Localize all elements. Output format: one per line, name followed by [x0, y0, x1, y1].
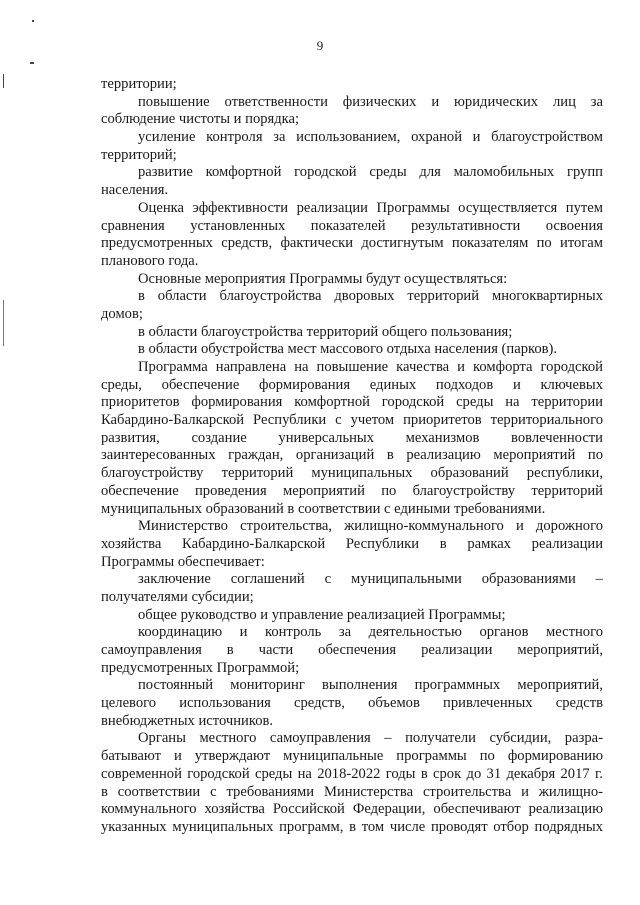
text-line: заинтересованных граждан, организаций в реализацию мероприятий по	[101, 447, 603, 464]
text-line: целевого использования средств, объемов привлеченных средств	[101, 695, 603, 712]
text-line: постоянный мониторинг выполнения программных мероприятий,	[138, 677, 603, 694]
text-line: территории;	[101, 76, 177, 92]
text-line: батывают и утверждают муниципальные программы по формированию	[101, 748, 603, 765]
text-line: среды, обеспечение формирования единых подходов и ключевых	[101, 376, 603, 393]
text-line: территорий;	[101, 146, 177, 163]
document-body	[101, 76, 603, 837]
text-line: самоуправления в части обеспечения реализации мероприятий,	[101, 642, 603, 658]
text-line: обеспечение проведения мероприятий по благоустройству территорий	[101, 482, 603, 499]
text-line: соблюдение чистоты и порядка;	[101, 111, 300, 128]
text-line: Кабардино-Балкарской Республики с учетом приоритетов территориального	[101, 412, 603, 429]
margin-mark	[32, 20, 34, 22]
text-line: Программы обеспечивает:	[101, 553, 265, 570]
text-line: коммунального хозяйства Российской Федерации, обеспечивают реализацию	[101, 801, 603, 818]
text-line: Оценка эффективности реализации Программы осуществляется путем	[138, 199, 603, 216]
text-line: развитие комфортной городской среды для маломобильных групп	[138, 164, 603, 181]
text-line: Министерство строительства, жилищно-коммунального и дорожного	[138, 518, 603, 535]
text-line: в соответствии с требованиями Министерства строительства и жилищно-	[101, 783, 603, 800]
text-line: в области благоустройства территорий общего пользования;	[138, 323, 513, 340]
text-line: Основные мероприятия Программы будут осуществляться:	[138, 270, 508, 287]
text-line: планового года.	[101, 252, 199, 269]
text-line: предусмотренных Программой;	[101, 659, 300, 676]
text-line: благоустройству территорий муниципальных образований республики,	[101, 465, 603, 482]
text-line: приоритетов формирования комфортной городской среды на территории	[101, 394, 603, 411]
text-line: повышение ответственности физических и юридических лиц за	[138, 93, 603, 110]
text-line: сравнения установленных показателей результативности освоения	[101, 217, 603, 234]
text-line: координацию и контроль за деятельностью органов местного	[138, 624, 603, 641]
text-line: предусмотренных средств, фактически достигнутым показателям по итогам	[101, 235, 603, 252]
text-line: общее руководство и управление реализацией Программы;	[138, 606, 506, 623]
page-number: 9	[316, 38, 324, 53]
text-line: хозяйства Кабардино-Балкарской Республики в рамках реализации	[101, 535, 603, 552]
text-line: в области благоустройства дворовых территорий многоквартирных	[138, 288, 603, 305]
text-line: муниципальных образований в соответствии с едиными требованиями.	[101, 500, 546, 517]
text-line: развития, создание универсальных механизмов вовлеченности	[101, 429, 603, 446]
text-line: заключение соглашений с муниципальными образованиями –	[138, 571, 603, 588]
margin-mark	[30, 62, 34, 64]
text-line: указанных муниципальных программ, в том числе проводят отбор подрядных	[101, 818, 603, 835]
margin-mark	[3, 74, 4, 88]
text-line: населения.	[101, 182, 169, 199]
text-line: внебюджетных источников.	[101, 712, 274, 729]
text-line: получателями субсидии;	[101, 588, 254, 605]
text-line: Программа направлена на повышение качества и комфорта городской	[138, 359, 603, 375]
text-line: усиление контроля за использованием, охраной и благоустройством	[138, 129, 603, 146]
text-line: Органы местного самоуправления – получатели субсидии, разра-	[138, 730, 603, 747]
text-line: современной городской среды на 2018-2022 годы в срок до 31 декабря 2017 г.	[101, 765, 603, 782]
margin-mark	[3, 300, 4, 346]
text-line: домов;	[101, 305, 143, 322]
text-line: в области обустройства мест массового отдыха населения (парков).	[138, 341, 558, 358]
